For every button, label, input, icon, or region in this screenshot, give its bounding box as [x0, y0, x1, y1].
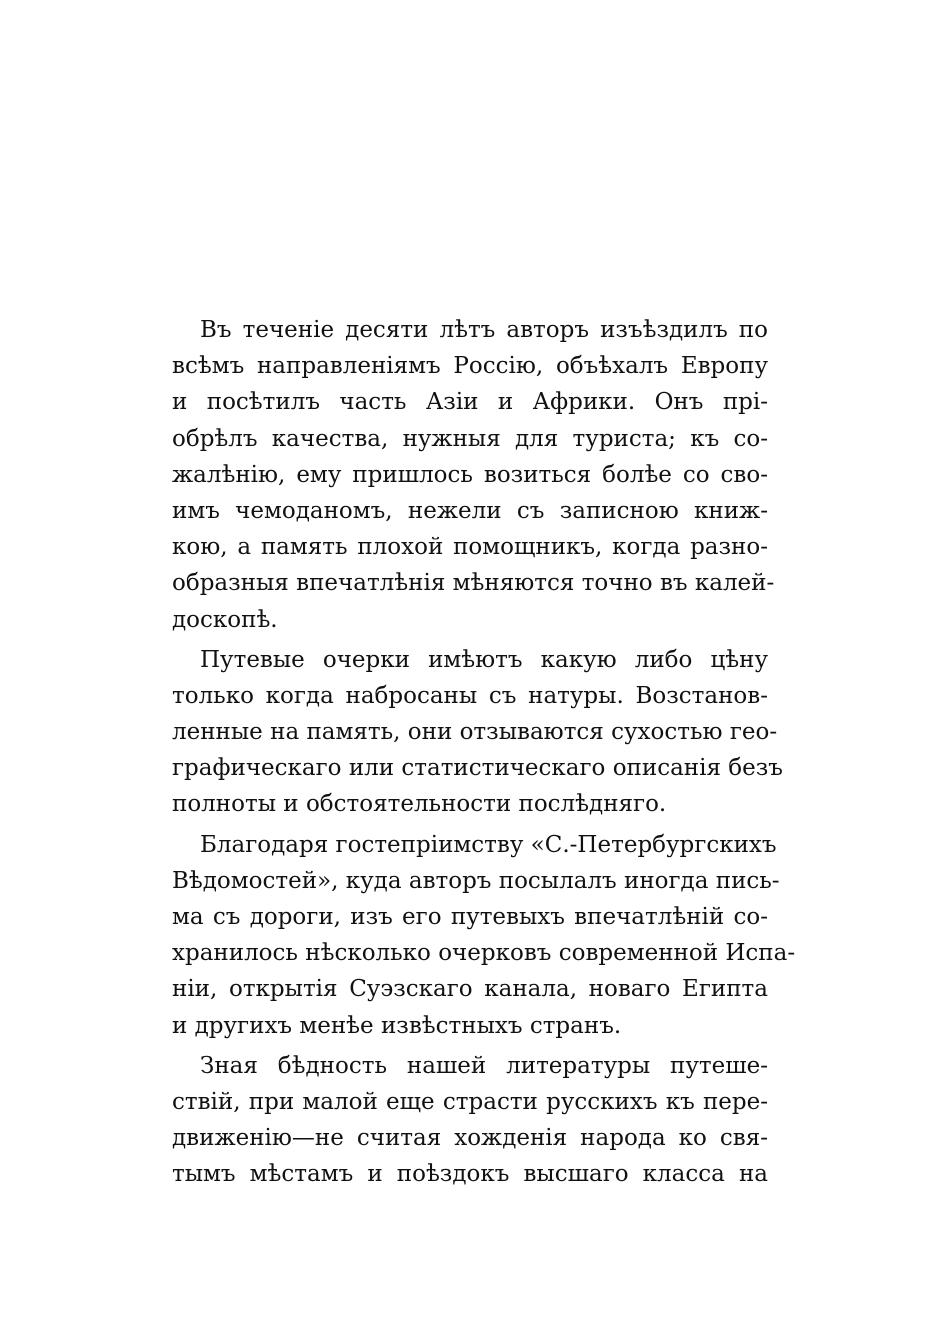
- text-line: Благодаря гостепріимству «С.-Петербургскихъ: [200, 831, 777, 858]
- paragraph-1: [172, 312, 775, 638]
- text-line: Въ теченіе десяти лѣтъ авторъ изъѣздилъ по: [200, 317, 768, 343]
- text-line: тымъ мѣстамъ и поѣздокъ высшаго класса на: [172, 1161, 768, 1188]
- text-line: ма съ дороги, изъ его путевыхъ впечатлѣній со-: [172, 904, 768, 930]
- text-line: движенію—не считая хожденія народа ко свя-: [172, 1125, 768, 1152]
- paragraph-4: [172, 1048, 768, 1193]
- text-line: Путевые очерки имѣютъ какую либо цѣну: [200, 646, 768, 673]
- text-line: обрѣлъ качества, нужныя для туриста; къ со-: [172, 425, 768, 452]
- paragraph-2: [172, 642, 783, 823]
- text-line: только когда набросаны съ натуры. Возстанов-: [172, 682, 768, 709]
- paragraph-3: [172, 827, 796, 1044]
- text-line: и посѣтилъ часть Азіи и Африки. Онъ прі-: [172, 389, 768, 416]
- text-line: полноты и обстоятельности послѣдняго.: [172, 791, 667, 818]
- text-line: ствій, при малой еще страсти русскихъ къ пере-: [172, 1088, 768, 1115]
- text-line: Зная бѣдность нашей литературы путеше-: [200, 1052, 768, 1079]
- text-line: всѣмъ направленіямъ Россію, объѣхалъ Европу: [172, 353, 768, 380]
- text-line: имъ чемоданомъ, нежели съ записною книж-: [172, 497, 768, 524]
- text-line: доскопѣ.: [172, 606, 278, 633]
- text-line: Вѣдомостей», куда авторъ посылалъ иногда пись-: [172, 867, 780, 894]
- text-line: кою, а память плохой помощникъ, когда разно-: [172, 534, 768, 561]
- body-text: [172, 312, 796, 1193]
- text-line: ніи, открытія Суэзскаго канала, новаго Египта: [172, 976, 768, 1003]
- text-line: и другихъ менѣе извѣстныхъ странъ.: [172, 1012, 622, 1039]
- text-line: графическаго или статистическаго описанія безъ: [172, 755, 783, 782]
- text-line: образныя впечатлѣнія мѣняются точно въ калей-: [172, 570, 775, 597]
- text-line: жалѣнію, ему пришлось возиться болѣе со сво-: [172, 461, 768, 488]
- text-line: ленные на память, они отзываются сухостью гео-: [172, 719, 778, 746]
- text-line: хранилось нѣсколько очерковъ современной Испа-: [172, 940, 796, 967]
